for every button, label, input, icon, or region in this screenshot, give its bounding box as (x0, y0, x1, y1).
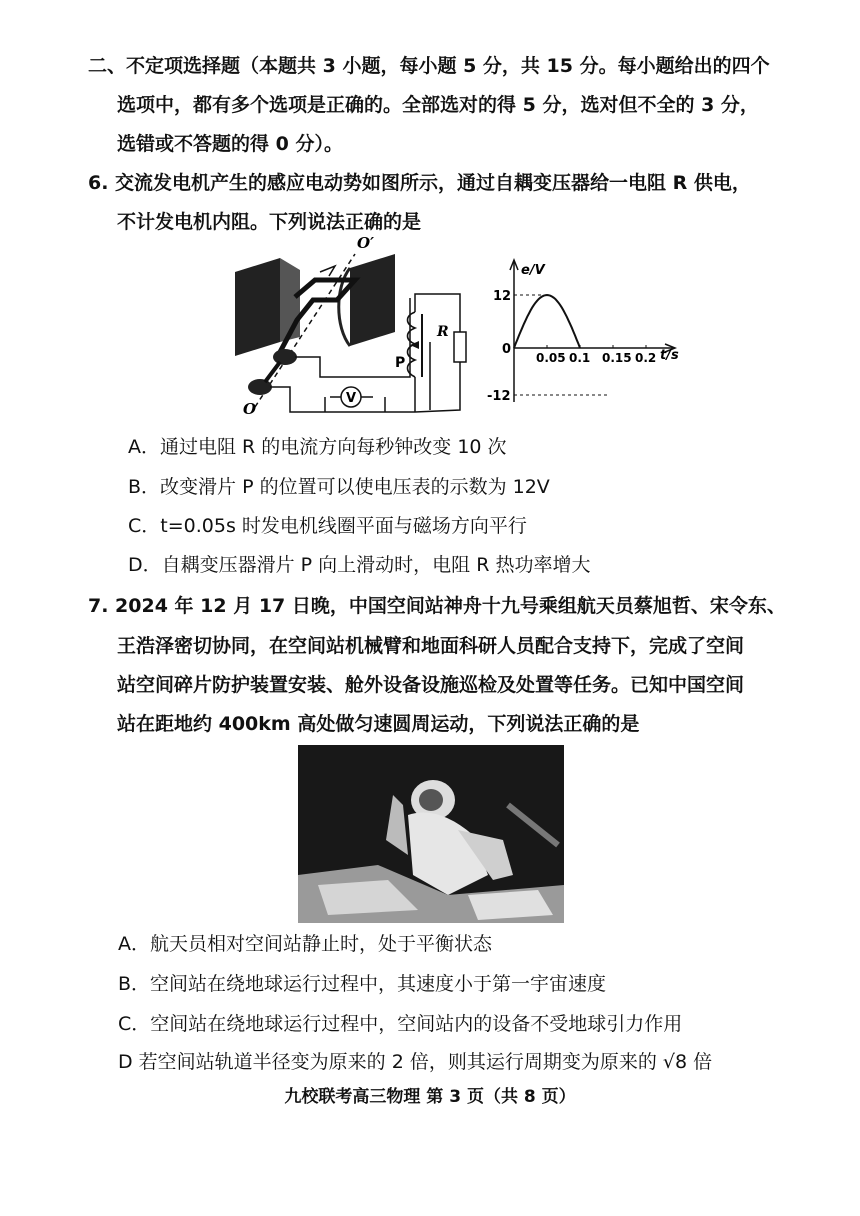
page-footer: 九校联考高三物理 第 3 页（共 8 页） (284, 1087, 576, 1107)
q6-figure (225, 232, 690, 427)
q6-option-b: B．改变滑片 P 的位置可以使电压表的示数为 12V (128, 476, 550, 498)
q6-stem-line1: 6. 交流发电机产生的感应电动势如图所示，通过自耦变压器给一电阻 R 供电， (88, 172, 751, 194)
x-tick-label: 0.05 (536, 351, 566, 365)
y-tick-12: 12 (493, 289, 512, 304)
magnet-right (350, 254, 395, 346)
q6-option-a: A．通过电阻 R 的电流方向每秒钟改变 10 次 (128, 436, 507, 458)
q7-stem-line1: 7. 2024 年 12 月 17 日晚，中国空间站神舟十九号乘组航天员蔡旭哲、宋令东、 (88, 595, 786, 617)
resistor-r (454, 332, 466, 362)
q7-stem-line3: 站空间碎片防护装置安装、舱外设备设施巡检及处置等任务。已知中国空间 (117, 674, 745, 696)
astronaut-photo (298, 745, 564, 923)
label-o-prime: O′ (357, 234, 375, 252)
q6-option-d: D．自耦变压器滑片 P 向上滑动时，电阻 R 热功率增大 (128, 554, 591, 576)
magnet-left (235, 258, 280, 356)
q7-stem-line2: 王浩泽密切协同，在空间站机械臂和地面科研人员配合支持下，完成了空间 (117, 635, 745, 657)
generator-diagram (235, 234, 466, 418)
q7-stem-line4: 站在距地约 400km 高处做匀速圆周运动，下列说法正确的是 (117, 713, 640, 735)
x-tick-label: 0.2 (635, 351, 657, 365)
slip-ring-1 (273, 349, 297, 365)
section-heading-line2: 选项中，都有多个选项是正确的。全部选对的得 5 分，选对但不全的 3 分， (117, 94, 759, 116)
q7-option-a: A．航天员相对空间站静止时，处于平衡状态 (118, 933, 492, 955)
label-p: P (395, 355, 406, 371)
q6-stem-line2: 不计发电机内阻。下列说法正确的是 (117, 211, 422, 233)
section-heading-line3: 选错或不答题的得 0 分）。 (117, 133, 343, 155)
voltmeter-label: V (346, 391, 357, 406)
x-tick-label: 0.15 (602, 351, 632, 365)
x-axis-label: t/s (660, 348, 679, 363)
q7-option-c: C．空间站在绕地球运行过程中，空间站内的设备不受地球引力作用 (118, 1013, 683, 1035)
y-tick-neg12: -12 (487, 389, 511, 404)
q6-figure-svg (225, 232, 690, 427)
label-r: R (437, 324, 449, 340)
emf-chart (487, 260, 679, 404)
section-heading-line1: 二、不定项选择题（本题共 3 小题，每小题 5 分，共 15 分。每小题给出的四个 (88, 55, 770, 77)
emf-curve (514, 295, 580, 348)
y-axis-label: e/V (521, 263, 545, 278)
origin-label: 0 (502, 342, 512, 357)
label-o: O (243, 400, 257, 418)
x-tick-label: 0.1 (569, 351, 591, 365)
slip-ring-2 (248, 379, 272, 395)
q7-option-b: B．空间站在绕地球运行过程中，其速度小于第一宇宙速度 (118, 973, 607, 995)
q7-option-d: D 若空间站轨道半径变为原来的 2 倍，则其运行周期变为原来的 √8 倍 (118, 1051, 713, 1073)
q6-option-c: C．t=0.05s 时发电机线圈平面与磁场方向平行 (128, 515, 527, 537)
